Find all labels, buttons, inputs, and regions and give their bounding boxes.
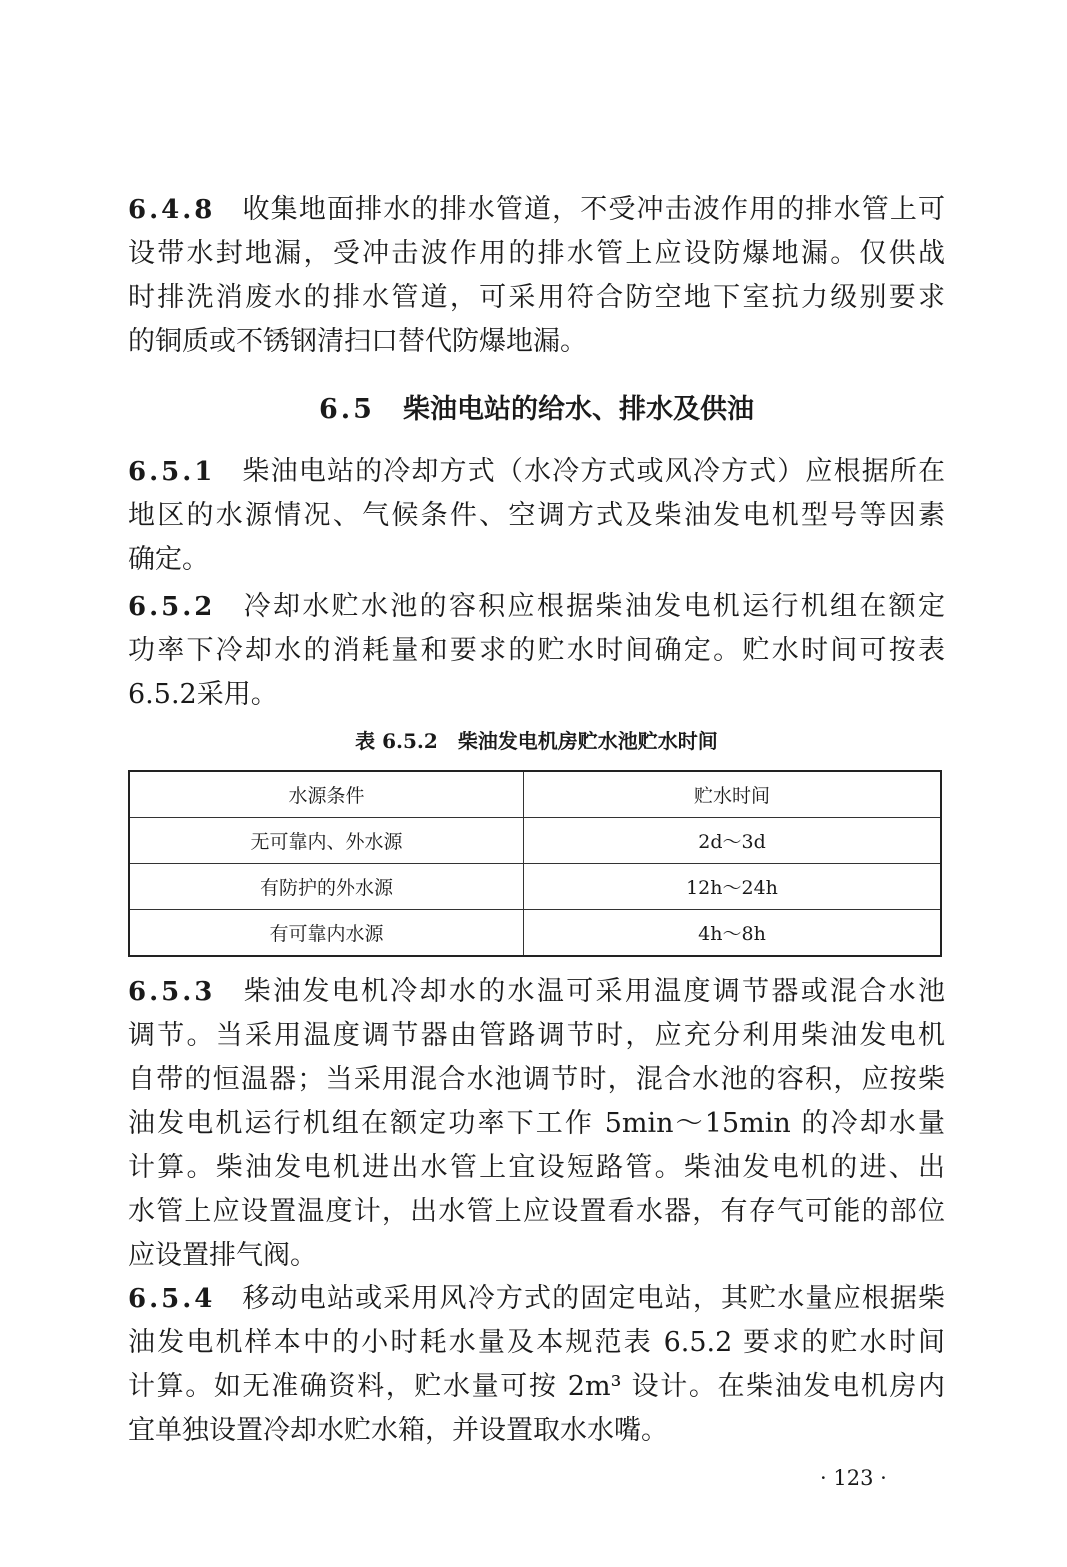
clause-line [128,1277,945,1321]
column-header: 贮水时间 [524,771,942,818]
clause-6-5-2 [128,585,945,717]
table-row [129,864,941,910]
table-caption-number: 表 6.5.2 [355,729,438,753]
clause-text: 柴油发电机冷却水的水温可采用温度调节器或混合水池 [241,976,945,1007]
table-caption [128,726,945,756]
clause-text: 柴油电站的冷却方式（水冷方式或风冷方式）应根据所在 [241,456,945,487]
clause-6-5-4 [128,1277,945,1453]
clause-line: 功率下冷却水的消耗量和要求的贮水时间确定。贮水时间可按表 [128,635,945,666]
section-title: 柴油电站的给水、排水及供油 [402,394,754,425]
clause-number: 6.5.2 [128,592,216,622]
table-cell: 2d～3d [524,818,942,864]
section-number: 6.5 [319,394,375,425]
clause-number: 6.5.4 [128,1284,216,1314]
table-cell: 无可靠内、外水源 [129,818,524,864]
clause-line: 设带水封地漏，受冲击波作用的排水管上应设防爆地漏。仅供战 [128,238,945,269]
clause-line: 的铜质或不锈钢清扫口替代防爆地漏。 [128,326,587,357]
clause-6-5-1 [128,450,945,582]
clause-line: 宜单独设置冷却水贮水箱，并设置取水水嘴。 [128,1415,668,1446]
clause-line [128,450,945,494]
clause-line: 确定。 [128,544,209,575]
clause-line [128,970,945,1014]
clause-line: 时排洗消废水的排水管道，可采用符合防空地下室抗力级别要求 [128,282,945,313]
page-number: · 123 · [820,1466,887,1490]
clause-text: 冷却水贮水池的容积应根据柴油发电机运行机组在额定 [241,591,945,622]
column-header: 水源条件 [129,771,524,818]
clause-line: 计算。如无准确资料，贮水量可按 2m³ 设计。在柴油发电机房内 [128,1371,945,1402]
clause-6-4-8 [128,188,945,364]
clause-line: 6.5.2采用。 [128,679,278,710]
clause-6-5-3 [128,970,945,1278]
clause-line [128,585,945,629]
table-cell: 有可靠内水源 [129,910,524,957]
table-row [129,818,941,864]
clause-line [128,188,945,232]
clause-line: 地区的水源情况、气候条件、空调方式及柴油发电机型号等因素 [128,500,945,531]
table-cell: 4h～8h [524,910,942,957]
clause-number: 6.5.1 [128,457,216,487]
clause-line: 油发电机运行机组在额定功率下工作 5min～15min 的冷却水量 [128,1108,945,1139]
clause-line: 应设置排气阀。 [128,1240,317,1271]
clause-line: 调节。当采用温度调节器由管路调节时，应充分利用柴油发电机 [128,1020,945,1051]
clause-text: 收集地面排水的排水管道，不受冲击波作用的排水管上可 [241,194,945,225]
section-heading [128,388,945,432]
table-caption-title: 柴油发电机房贮水池贮水时间 [457,729,718,753]
clause-number: 6.5.3 [128,977,216,1007]
clause-number: 6.4.8 [128,195,216,225]
table-cell: 12h～24h [524,864,942,910]
clause-text: 移动电站或采用风冷方式的固定电站，其贮水量应根据柴 [241,1283,945,1314]
storage-time-table [128,770,942,957]
table-header-row [129,771,941,818]
table-cell: 有防护的外水源 [129,864,524,910]
clause-line: 油发电机样本中的小时耗水量及本规范表 6.5.2 要求的贮水时间 [128,1327,945,1358]
clause-line: 水管上应设置温度计，出水管上应设置看水器，有存气可能的部位 [128,1196,945,1227]
table-row [129,910,941,957]
clause-line: 计算。柴油发电机进出水管上宜设短路管。柴油发电机的进、出 [128,1152,945,1183]
clause-line: 自带的恒温器；当采用混合水池调节时，混合水池的容积，应按柴 [128,1064,945,1095]
